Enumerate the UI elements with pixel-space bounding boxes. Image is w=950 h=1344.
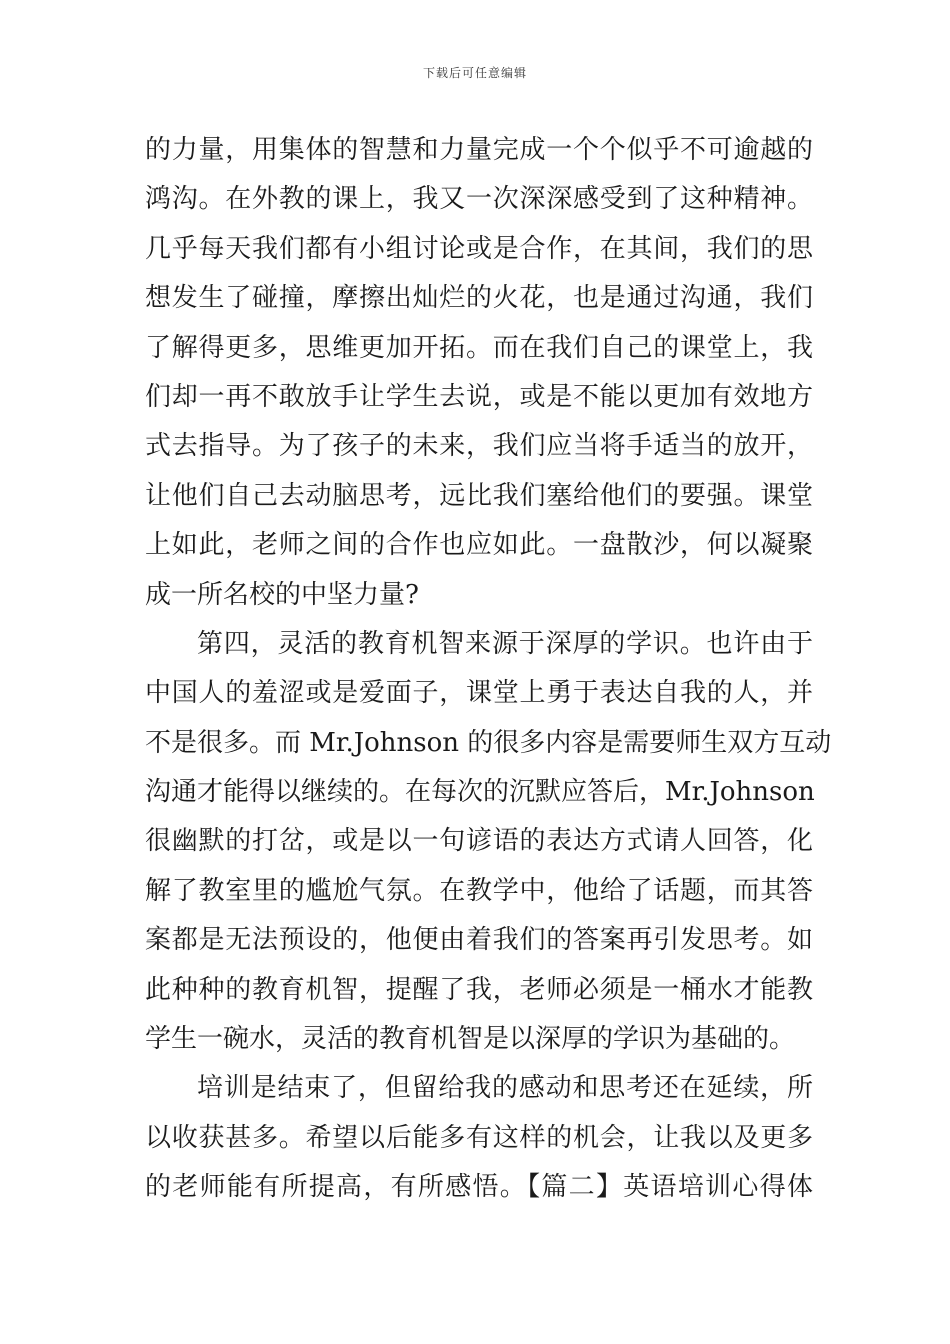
text-line: 培训是结束了，但留给我的感动和思考还在延续，所 xyxy=(197,1073,813,1104)
text-line: 沟通才能得以继续的。在每次的沉默应答后，Mr.Johnson xyxy=(145,777,815,808)
paragraph-2 xyxy=(145,620,832,1065)
text-line: 成一所名校的中坚力量? xyxy=(145,579,419,610)
text-line: 上如此，老师之间的合作也应如此。一盘散沙，何以凝聚 xyxy=(145,530,813,561)
text-line: 第四，灵活的教育机智来源于深厚的学识。也许由于 xyxy=(197,628,813,659)
text-line: 很幽默的打岔，或是以一句谚语的表达方式请人回答，化 xyxy=(145,826,813,857)
text-line: 解了教室里的尴尬气氛。在教学中，他给了话题，而其答 xyxy=(145,875,813,906)
text-line: 此种种的教育机智，提醒了我，老师必须是一桶水才能教 xyxy=(145,974,813,1005)
text-line: 了解得更多，思维更加开拓。而在我们自己的课堂上，我 xyxy=(145,332,813,363)
text-line: 让他们自己去动脑思考，远比我们塞给他们的要强。课堂 xyxy=(145,480,813,511)
text-line: 几乎每天我们都有小组讨论或是合作，在其间，我们的思 xyxy=(145,233,813,264)
text-line: 中国人的羞涩或是爱面子，课堂上勇于表达自我的人，并 xyxy=(145,678,813,709)
text-line: 鸿沟。在外教的课上，我又一次深深感受到了这种精神。 xyxy=(145,184,813,215)
text-line: 以收获甚多。希望以后能多有这样的机会，让我以及更多 xyxy=(145,1122,813,1153)
text-line: 们却一再不敢放手让学生去说，或是不能以更加有效地方 xyxy=(145,381,813,412)
text-line: 的老师能有所提高，有所感悟。【篇二】英语培训心得体 xyxy=(145,1172,813,1203)
paragraph-3 xyxy=(145,1064,813,1212)
text-line: 的力量，用集体的智慧和力量完成一个个似乎不可逾越的 xyxy=(145,135,813,165)
text-line: 学生一碗水，灵活的教育机智是以深厚的学识为基础的。 xyxy=(145,1024,796,1055)
document-body xyxy=(145,126,832,1213)
text-line: 想发生了碰撞，摩擦出灿烂的火花，也是通过沟通，我们 xyxy=(145,283,813,314)
text-line: 不是很多。而 Mr.Johnson 的很多内容是需要师生双方互动 xyxy=(145,727,832,758)
text-line: 案都是无法预设的，他便由着我们的答案再引发思考。如 xyxy=(145,925,813,956)
page-header: 下载后可任意编辑 xyxy=(422,66,527,80)
paragraph-1 xyxy=(145,126,813,620)
text-line: 式去指导。为了孩子的未来，我们应当将手适当的放开， xyxy=(145,431,813,462)
